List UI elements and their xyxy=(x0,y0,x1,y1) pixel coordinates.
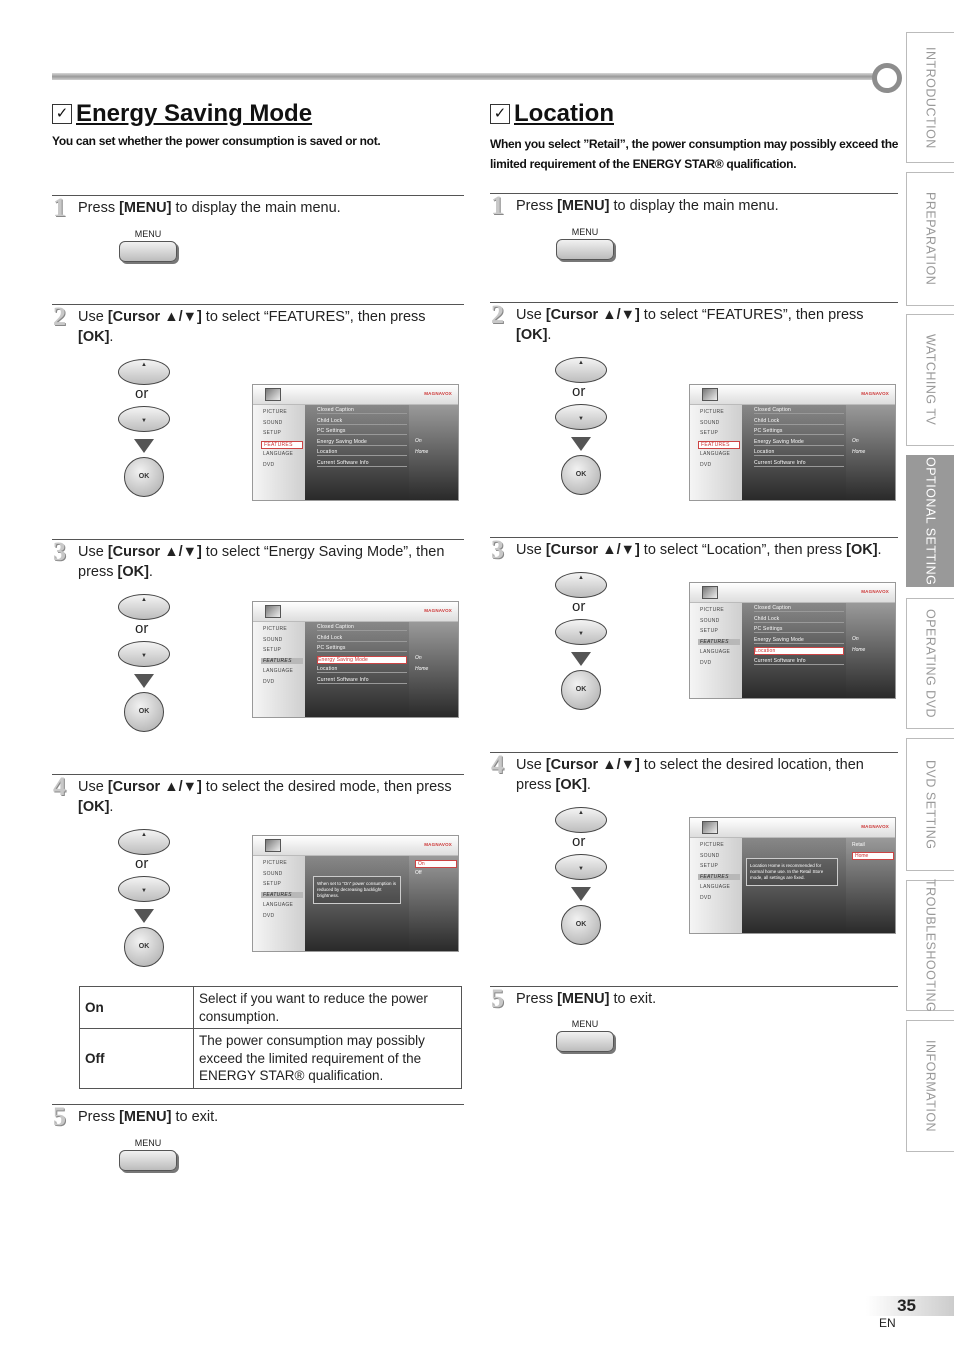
screen-left-item: SOUND xyxy=(263,419,283,426)
screen-left-item: LANGUAGE xyxy=(700,451,731,457)
step-text-part: [MENU] xyxy=(119,1109,172,1125)
cursor-up-button[interactable] xyxy=(118,359,170,385)
ok-button[interactable]: OK xyxy=(561,455,601,495)
screen-menu-item: Child Lock xyxy=(754,616,844,623)
tv-menu-screen xyxy=(689,817,896,934)
step-text xyxy=(78,542,464,582)
brand-logo: MAGNAVOX xyxy=(861,824,889,829)
screen-left-item: FEATURES xyxy=(698,441,740,449)
screen-option: Retail xyxy=(852,842,865,848)
screen-left-item: SOUND xyxy=(263,636,283,643)
step-text-part: [OK] xyxy=(117,564,149,580)
screen-note: When set to “On” power consumption is reduced by decreasing backlight brightness. xyxy=(313,876,401,904)
step-divider xyxy=(490,193,898,194)
step-text-part: to exit. xyxy=(609,991,657,1007)
screen-menu-item: Energy Saving Mode xyxy=(317,439,407,446)
screen-left-item: PICTURE xyxy=(700,409,725,415)
screen-value: On xyxy=(852,636,859,642)
menu-label: MENU xyxy=(571,227,599,237)
step-text xyxy=(78,307,464,347)
step-number: 4 xyxy=(491,750,504,779)
tab-label: OPERATING DVD xyxy=(923,608,938,719)
tab-label: TROUBLESHOOTING xyxy=(923,878,938,1013)
screen-menu-item: Energy Saving Mode xyxy=(754,637,844,644)
screen-header xyxy=(690,583,895,603)
step-text-part: [Cursor ▲/▼] xyxy=(545,307,640,323)
location-subtitle: When you select ”Retail”, the power consumption may possibly exceed the limited requirement of the ENERGY STAR® qualification. xyxy=(490,137,899,171)
tab-operating-dvd[interactable] xyxy=(906,598,954,729)
down-triangle-icon xyxy=(571,887,591,901)
or-label: or xyxy=(135,855,149,872)
up-arrow-icon: ▲ xyxy=(141,597,147,603)
screen-left-item: PICTURE xyxy=(263,626,288,632)
or-label: or xyxy=(572,598,586,615)
step-text-part: . xyxy=(148,564,153,580)
screen-menu-item: Child Lock xyxy=(317,635,407,642)
cursor-down-button[interactable] xyxy=(118,406,170,432)
ok-button[interactable]: OK xyxy=(561,670,601,710)
screen-menu-item: Current Software Info xyxy=(754,460,844,467)
screen-menu-item: Location xyxy=(754,449,844,456)
screen-left-item: FEATURES xyxy=(261,658,303,664)
step-number: 1 xyxy=(491,191,504,220)
screen-menu-item: Location xyxy=(317,666,407,673)
tab-optional-setting[interactable] xyxy=(906,455,954,587)
step-text-part: to select “FEATURES”, then press xyxy=(201,309,426,325)
table-key: On xyxy=(80,987,194,1029)
screen-left-item: PICTURE xyxy=(700,842,725,848)
screen-left-item: LANGUAGE xyxy=(263,668,294,674)
cursor-down-button[interactable] xyxy=(118,876,170,902)
energy-saving-title xyxy=(52,100,312,128)
energy-mode-table xyxy=(79,986,462,1089)
screen-menu-item: Child Lock xyxy=(317,418,407,425)
step-divider xyxy=(52,304,464,305)
tv-icon xyxy=(702,821,718,834)
step-number: 4 xyxy=(53,772,66,801)
step-number: 2 xyxy=(53,302,66,331)
down-triangle-icon xyxy=(134,909,154,923)
screen-menu-item: Current Software Info xyxy=(754,658,844,665)
down-arrow-icon: ▼ xyxy=(141,653,147,659)
step-text xyxy=(78,1107,464,1127)
step-divider xyxy=(490,986,898,987)
step-divider xyxy=(52,195,464,196)
menu-button-cap xyxy=(556,239,614,260)
up-arrow-icon: ▲ xyxy=(578,810,584,816)
header-circle xyxy=(872,63,902,93)
step-number: 3 xyxy=(53,537,66,566)
tv-icon xyxy=(265,388,281,401)
step-text-part: [OK] xyxy=(516,327,548,343)
screen-left-item: FEATURES xyxy=(261,441,303,449)
screen-menu-item: Current Software Info xyxy=(317,677,407,684)
tab-label: PREPARATION xyxy=(923,192,938,286)
step-divider xyxy=(490,302,898,303)
screen-left-item: SETUP xyxy=(700,628,719,634)
tv-menu-screen xyxy=(689,582,896,699)
screen-value: On xyxy=(415,438,422,444)
screen-menu-item: PC Settings xyxy=(317,645,407,652)
cursor-up-button[interactable] xyxy=(555,357,607,383)
screen-menu-item: Energy Saving Mode xyxy=(754,439,844,446)
step-text-part: Use xyxy=(78,779,108,795)
step-text-part: Use xyxy=(516,757,546,773)
menu-button[interactable] xyxy=(119,229,177,263)
screen-left-item: SETUP xyxy=(700,430,719,436)
screen-menu-item: Location xyxy=(317,449,407,456)
checkbox-icon: ✓ xyxy=(490,104,510,124)
screen-left-item: SOUND xyxy=(700,617,720,624)
step-divider xyxy=(52,774,464,775)
screen-left-item: FEATURES xyxy=(261,892,303,898)
table-desc: Select if you want to reduce the power consumption. xyxy=(194,987,462,1029)
step-text-part: to select “Location”, then press xyxy=(639,542,847,558)
screen-left-item: PICTURE xyxy=(263,860,288,866)
table-key: Off xyxy=(80,1029,194,1089)
cursor-down-button[interactable] xyxy=(118,641,170,667)
or-label: or xyxy=(135,385,149,402)
step-text-part: . xyxy=(547,327,552,343)
step-text xyxy=(78,198,464,218)
ok-button[interactable]: OK xyxy=(124,457,164,497)
screen-menu-item: Closed Caption xyxy=(754,605,844,612)
tab-watching-tv[interactable] xyxy=(906,314,954,446)
down-arrow-icon: ▼ xyxy=(141,888,147,894)
cursor-up-button[interactable] xyxy=(118,829,170,855)
ok-button[interactable]: OK xyxy=(561,905,601,945)
screen-left-item: DVD xyxy=(700,894,712,901)
screen-menu-item: Current Software Info xyxy=(317,460,407,467)
screen-option: On xyxy=(415,860,457,868)
up-arrow-icon: ▲ xyxy=(578,575,584,581)
step-number: 2 xyxy=(491,300,504,329)
brand-logo: MAGNAVOX xyxy=(861,391,889,396)
screen-left-item: LANGUAGE xyxy=(263,451,294,457)
cursor-down-button[interactable] xyxy=(555,619,607,645)
screen-menu-item: Closed Caption xyxy=(754,407,844,414)
down-triangle-icon xyxy=(571,652,591,666)
step-text-part: to exit. xyxy=(171,1109,219,1125)
cursor-down-button[interactable] xyxy=(555,404,607,430)
screen-menu-item: Energy Saving Mode xyxy=(317,656,407,664)
tv-menu-screen xyxy=(689,384,896,501)
step-divider xyxy=(490,752,898,753)
screen-menu-item: Closed Caption xyxy=(317,624,407,631)
step-text-part: Press xyxy=(516,198,558,214)
screen-header xyxy=(253,602,458,622)
screen-menu-item: Closed Caption xyxy=(317,407,407,414)
screen-left-item: SOUND xyxy=(700,852,720,859)
or-label: or xyxy=(572,833,586,850)
step-text-part: . xyxy=(109,329,114,345)
screen-menu-item: PC Settings xyxy=(754,428,844,435)
step-divider xyxy=(52,1104,464,1105)
down-arrow-icon: ▼ xyxy=(578,416,584,422)
screen-left-item: DVD xyxy=(263,678,275,685)
or-label: or xyxy=(572,383,586,400)
screen-option: Home xyxy=(852,852,894,860)
ok-button[interactable]: OK xyxy=(124,692,164,732)
screen-option: Off xyxy=(415,870,422,876)
screen-menu-item: Child Lock xyxy=(754,418,844,425)
screen-left-item: SETUP xyxy=(263,647,282,653)
step-text-part: . xyxy=(109,799,114,815)
screen-header xyxy=(253,385,458,405)
language-code: EN xyxy=(879,1316,896,1330)
tab-label: INFORMATION xyxy=(923,1039,938,1133)
tab-label: WATCHING TV xyxy=(923,334,938,426)
screen-header xyxy=(690,385,895,405)
screen-value: Home xyxy=(415,448,429,455)
step-text-part: . xyxy=(877,542,882,558)
step-text-part: to select “Energy Saving Mode”, then press xyxy=(78,544,445,580)
step-text-part: [OK] xyxy=(555,777,587,793)
screen-left-item: LANGUAGE xyxy=(700,884,731,890)
up-arrow-icon: ▲ xyxy=(141,832,147,838)
brand-logo: MAGNAVOX xyxy=(424,842,452,847)
step-text-part: Use xyxy=(516,307,546,323)
table-row xyxy=(80,987,462,1029)
screen-left-item: PICTURE xyxy=(700,607,725,613)
screen-left-item: FEATURES xyxy=(698,874,740,880)
step-text xyxy=(516,305,898,345)
screen-header xyxy=(690,818,895,838)
down-arrow-icon: ▼ xyxy=(578,866,584,872)
screen-value: Home xyxy=(852,448,866,455)
step-text xyxy=(516,540,898,560)
step-number: 5 xyxy=(53,1102,66,1131)
screen-left-item: DVD xyxy=(263,912,275,919)
brand-logo: MAGNAVOX xyxy=(424,608,452,613)
screen-value: On xyxy=(852,438,859,444)
screen-left-item: SETUP xyxy=(263,881,282,887)
menu-button[interactable] xyxy=(556,1019,614,1053)
menu-button-cap xyxy=(119,241,177,262)
down-triangle-icon xyxy=(134,674,154,688)
checkbox-icon: ✓ xyxy=(52,104,72,124)
energy-saving-title-text: Energy Saving Mode xyxy=(76,100,313,127)
step-text-part: [Cursor ▲/▼] xyxy=(545,542,640,558)
step-divider xyxy=(490,537,898,538)
step-number: 1 xyxy=(53,193,66,222)
step-text-part: [Cursor ▲/▼] xyxy=(107,544,202,560)
step-text-part: [MENU] xyxy=(557,198,610,214)
down-triangle-icon xyxy=(134,439,154,453)
screen-menu-item: PC Settings xyxy=(754,626,844,633)
menu-button-cap xyxy=(556,1031,614,1052)
table-desc: The power consumption may possibly exceed the limited requirement of the ENERGY STAR® qualification. xyxy=(194,1029,462,1089)
tab-label: DVD SETTING xyxy=(923,759,938,850)
step-number: 3 xyxy=(491,535,504,564)
step-text-part: [Cursor ▲/▼] xyxy=(107,309,202,325)
cursor-up-button[interactable] xyxy=(555,807,607,833)
screen-left-item: SOUND xyxy=(700,419,720,426)
screen-left-item: SETUP xyxy=(263,430,282,436)
tv-icon xyxy=(265,839,281,852)
step-text-part: [MENU] xyxy=(119,200,172,216)
menu-button[interactable] xyxy=(556,227,614,261)
tab-dvd-setting[interactable] xyxy=(906,738,954,871)
step-text-part: [Cursor ▲/▼] xyxy=(545,757,640,773)
screen-header xyxy=(253,836,458,856)
screen-value: Home xyxy=(852,646,866,653)
step-text-part: Press xyxy=(78,200,120,216)
menu-button[interactable] xyxy=(119,1138,177,1172)
step-text-part: [OK] xyxy=(846,542,878,558)
step-text-part: to select “FEATURES”, then press xyxy=(639,307,864,323)
screen-note: Location Home is recommended for normal home use. In the Retail Store mode, all settings are fixed. xyxy=(746,858,838,886)
menu-label: MENU xyxy=(134,229,162,239)
tv-icon xyxy=(702,388,718,401)
tv-icon xyxy=(702,586,718,599)
screen-left-item: LANGUAGE xyxy=(700,649,731,655)
screen-left-item: SETUP xyxy=(700,863,719,869)
location-title xyxy=(490,100,614,128)
menu-label: MENU xyxy=(571,1019,599,1029)
screen-menu-item: PC Settings xyxy=(317,428,407,435)
step-text-part: [Cursor ▲/▼] xyxy=(107,779,202,795)
menu-button-cap xyxy=(119,1150,177,1171)
screen-left-item: FEATURES xyxy=(698,639,740,645)
tab-label: INTRODUCTION xyxy=(923,46,938,149)
screen-left-item: DVD xyxy=(263,461,275,468)
cursor-up-button[interactable] xyxy=(555,572,607,598)
step-text-part: to display the main menu. xyxy=(609,198,779,214)
step-text-part: Press xyxy=(78,1109,120,1125)
step-text-part: Use xyxy=(516,542,546,558)
screen-left-item: DVD xyxy=(700,461,712,468)
step-text xyxy=(516,989,898,1009)
step-text-part: to select the desired mode, then press xyxy=(201,779,452,795)
tab-preparation[interactable] xyxy=(906,172,954,306)
step-text-part: . xyxy=(586,777,591,793)
screen-left-item: DVD xyxy=(700,659,712,666)
step-text-part: [OK] xyxy=(78,799,110,815)
tab-introduction[interactable] xyxy=(906,32,954,163)
brand-logo: MAGNAVOX xyxy=(861,589,889,594)
step-text xyxy=(516,196,898,216)
cursor-up-button[interactable] xyxy=(118,594,170,620)
up-arrow-icon: ▲ xyxy=(578,360,584,366)
location-title-text: Location xyxy=(514,100,614,127)
step-text-part: to display the main menu. xyxy=(171,200,341,216)
step-text-part: [MENU] xyxy=(557,991,610,1007)
step-text-part: Press xyxy=(516,991,558,1007)
screen-value: Home xyxy=(415,665,429,672)
down-arrow-icon: ▼ xyxy=(578,631,584,637)
energy-saving-subtitle: You can set whether the power consumption is saved or not. xyxy=(52,134,381,148)
down-triangle-icon xyxy=(571,437,591,451)
tv-menu-screen xyxy=(252,384,459,501)
brand-logo: MAGNAVOX xyxy=(424,391,452,396)
screen-left-item: PICTURE xyxy=(263,409,288,415)
screen-menu-item: Location xyxy=(754,647,844,655)
up-arrow-icon: ▲ xyxy=(141,362,147,368)
tv-icon xyxy=(265,605,281,618)
tab-information[interactable] xyxy=(906,1020,954,1152)
screen-left-item: SOUND xyxy=(263,870,283,877)
menu-label: MENU xyxy=(134,1138,162,1148)
down-arrow-icon: ▼ xyxy=(141,418,147,424)
or-label: or xyxy=(135,620,149,637)
step-text-part: Use xyxy=(78,309,108,325)
step-divider xyxy=(52,539,464,540)
header-rule xyxy=(52,73,882,80)
tab-label: OPTIONAL SETTING xyxy=(923,456,938,586)
step-text-part: [OK] xyxy=(78,329,110,345)
step-text xyxy=(78,777,464,817)
step-text xyxy=(516,755,898,795)
step-text-part: Use xyxy=(78,544,108,560)
table-row xyxy=(80,1029,462,1089)
page-number: 35 xyxy=(866,1296,954,1316)
tv-menu-screen xyxy=(252,601,459,718)
tv-menu-screen xyxy=(252,835,459,952)
ok-button[interactable]: OK xyxy=(124,927,164,967)
step-number: 5 xyxy=(491,984,504,1013)
tab-troubleshooting[interactable] xyxy=(906,880,954,1011)
screen-value: On xyxy=(415,655,422,661)
step-text-part: to select the desired location, then press xyxy=(516,757,864,793)
cursor-down-button[interactable] xyxy=(555,854,607,880)
screen-left-item: LANGUAGE xyxy=(263,902,294,908)
